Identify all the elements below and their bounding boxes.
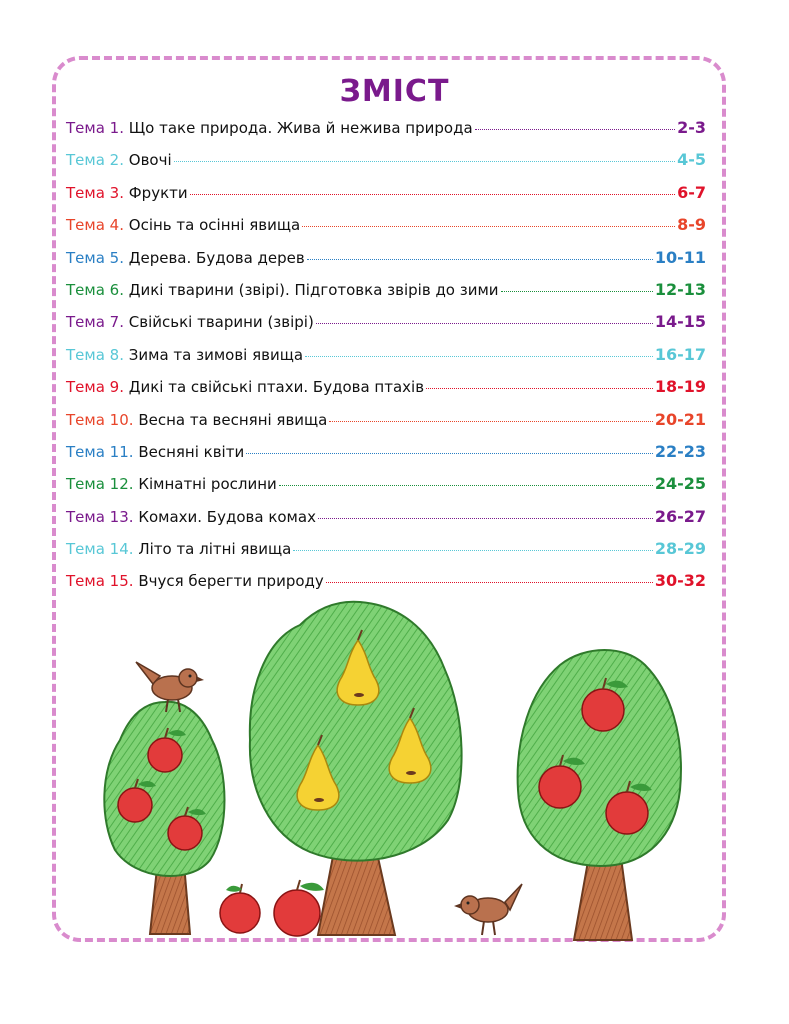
- toc-topic-name: Кімнатні рослини: [138, 475, 277, 494]
- toc-page-range: 4-5: [677, 150, 706, 170]
- toc-topic-name: Дикі тварини (звірі). Підготовка звірів до зими: [128, 280, 499, 299]
- toc-topic-number: Тема 13.: [66, 507, 134, 526]
- toc-page-range: 6-7: [677, 182, 706, 202]
- toc-page-range: 8-9: [677, 215, 706, 235]
- toc-topic-name: Фрукти: [128, 183, 188, 202]
- toc-topic-name: Овочі: [128, 151, 172, 170]
- toc-page-range: 12-13: [654, 279, 706, 299]
- toc-page-range: 16-17: [654, 344, 706, 364]
- toc-topic-number: Тема 15.: [66, 572, 134, 591]
- toc-page-range: 30-32: [654, 571, 706, 591]
- toc-page-range: 14-15: [654, 312, 706, 332]
- toc-topic-number: Тема 8.: [66, 345, 124, 364]
- toc-topic-number: Тема 3.: [66, 183, 124, 202]
- fallen-apple: [274, 880, 324, 936]
- toc-topic-name: Свійські тварини (звірі): [128, 313, 314, 332]
- toc-topic-name: Дерева. Будова дерев: [128, 248, 305, 267]
- toc-topic-number: Тема 2.: [66, 151, 124, 170]
- toc-topic-name: Весняні квіти: [138, 442, 245, 461]
- toc-page-range: 24-25: [654, 474, 706, 494]
- toc-topic-number: Тема 5.: [66, 248, 124, 267]
- toc-topic-name: Зима та зимові явища: [128, 345, 304, 364]
- tree-foliage: [250, 602, 462, 861]
- toc-page-range: 26-27: [654, 506, 706, 526]
- middle-pear-tree: [250, 602, 462, 935]
- toc-topic-number: Тема 12.: [66, 475, 134, 494]
- toc-topic-name: Весна та весняні явища: [138, 410, 328, 429]
- bird: [454, 884, 522, 935]
- toc-topic-name: Дикі та свійські птахи. Будова птахів: [128, 378, 425, 397]
- right-apple-tree: [518, 650, 681, 940]
- toc-topic-name: Літо та літні явища: [138, 540, 292, 559]
- toc-topic-name: Вчуся берегти природу: [138, 572, 324, 591]
- toc-topic-number: Тема 10.: [66, 410, 134, 429]
- toc-page-range: 18-19: [654, 377, 706, 397]
- page-title: ЗМІСТ: [339, 74, 450, 109]
- toc-topic-name: Що таке природа. Жива й нежива природа: [128, 119, 473, 137]
- toc-topic-name: Осінь та осінні явища: [128, 216, 301, 235]
- toc-topic-number: Тема 4.: [66, 216, 124, 235]
- toc-topic-number: Тема 7.: [66, 313, 124, 332]
- toc-topic-number: Тема 9.: [66, 378, 124, 397]
- toc-topic-number: Тема 14.: [66, 540, 134, 559]
- left-apple-tree: [104, 702, 224, 934]
- fallen-apple: [220, 884, 260, 933]
- tree-foliage: [104, 702, 224, 876]
- toc-page-range: 28-29: [654, 539, 706, 559]
- tree-foliage: [518, 650, 681, 866]
- toc-page-range: 2-3: [677, 118, 706, 137]
- toc-topic-number: Тема 6.: [66, 280, 124, 299]
- toc-topic-number: Тема 1.: [66, 119, 124, 137]
- toc-page-range: 10-11: [654, 247, 706, 267]
- toc-page-range: 22-23: [654, 441, 706, 461]
- toc-topic-name: Комахи. Будова комах: [138, 507, 316, 526]
- toc-topic-number: Тема 11.: [66, 442, 134, 461]
- toc-page-range: 20-21: [654, 409, 706, 429]
